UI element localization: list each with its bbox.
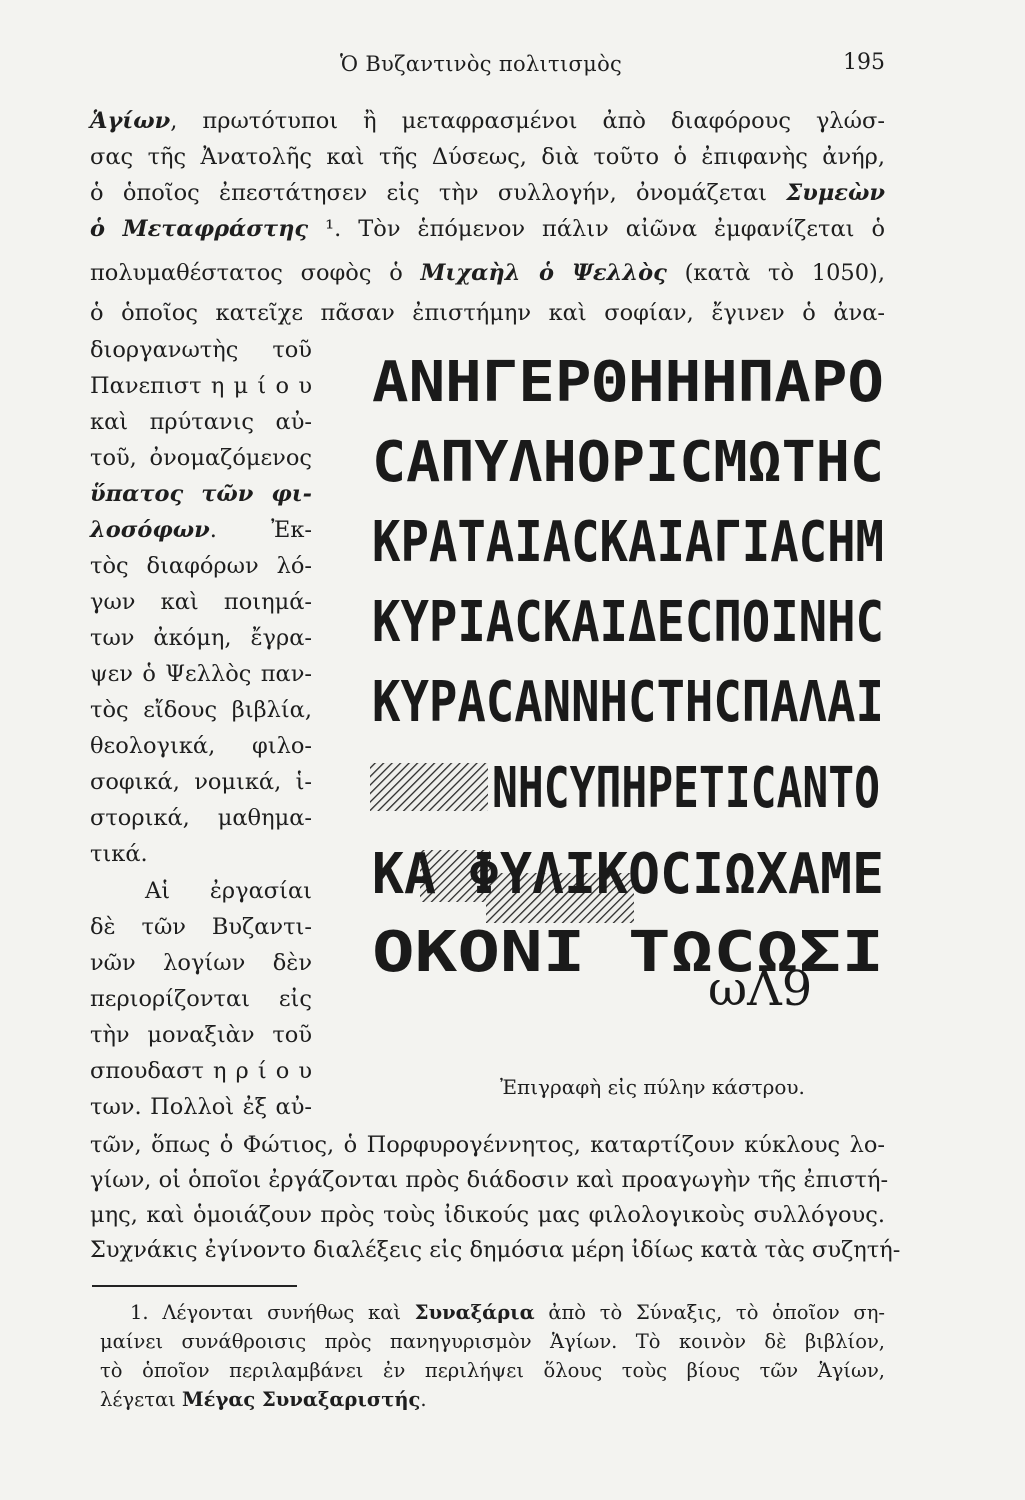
text-line: τοῦ, ὀνομαζόμενος xyxy=(90,445,312,471)
page-number: 195 xyxy=(843,50,885,75)
inscription-line: ΑΝΗΓΕΡΘΗΗΗΠΑΡΟ xyxy=(372,350,884,415)
footnote-line: μαίνει συνάθροισις πρὸς πανηγυρισμὸν Ἁγίων. Τὸ κοινὸν δὲ βιβλίον, xyxy=(100,1330,885,1353)
text-line: περιορίζονται εἰς xyxy=(90,986,312,1012)
inscription-line: ΝΗCΥΠΗΡΕΤΙCΑΝΤΟ xyxy=(492,756,880,821)
text-line: τὸς διαφόρων λό- xyxy=(90,553,312,579)
inscription-line: ΚΡΑΤΑΙΑCΚΑΙΑΓΙΑCΗΜ xyxy=(372,510,884,575)
figure-caption: Ἐπιγραφὴ εἰς πύλην κάστρου. xyxy=(500,1075,805,1099)
text-line: τικά. xyxy=(90,841,148,867)
text-line: ὁ Μεταφράστης ¹. Τὸν ἑπόμενον πάλιν αἰῶνα ἐμφανίζεται ὁ xyxy=(90,216,885,242)
text-line: σοφικά, νομικά, ἱ- xyxy=(90,769,312,795)
text-line: Πανεπιστ η μ ί ο υ xyxy=(90,373,312,399)
text-line: τῶν, ὅπως ὁ Φώτιος, ὁ Πορφυρογέννητος, καταρτίζουν κύκλους λο- xyxy=(90,1132,885,1158)
text-line: ὁ ὁποῖος κατεῖχε πᾶσαν ἐπιστήμην καὶ σοφίαν, ἔγινεν ὁ ἀνα- xyxy=(90,300,885,326)
text-line: σας τῆς Ἀνατολῆς καὶ τῆς Δύσεως, διὰ τοῦτο ὁ ἐπιφανὴς ἀνήρ, xyxy=(90,144,885,170)
text-line: των. Πολλοὶ ἐξ αὐ- xyxy=(90,1094,312,1120)
text-line: ψεν ὁ Ψελλὸς παν- xyxy=(90,661,312,687)
inscription-line: CΑΠΥΛΗΟΡΙCΜΩΤΗC xyxy=(372,430,884,495)
text-line: τὸς εἴδους βιβλία, xyxy=(90,697,312,723)
text-line: θεολογικά, φιλο- xyxy=(90,733,312,759)
inscription-line: ΚΑ ΦΥΛΙΚΟCΙΩΧΑΜΕ xyxy=(372,842,884,907)
text-line: Αἱ ἐργασίαι xyxy=(145,878,312,904)
footnote-line: 1. Λέγονται συνήθως καὶ Συναξάρια ἀπὸ τὸ Σύναξις, τὸ ὁποῖον ση- xyxy=(130,1301,885,1324)
text-line: δὲ τῶν Βυζαντι- xyxy=(90,914,312,940)
text-line: καὶ πρύτανις αὐ- xyxy=(90,409,312,435)
text-line: γίων, οἱ ὁποῖοι ἐργάζονται πρὸς διάδοσιν καὶ προαγωγὴν τῆς ἐπιστή- xyxy=(90,1167,889,1193)
text-line: ὕπατος τῶν φι- xyxy=(90,481,312,507)
text-line: πολυμαθέστατος σοφὸς ὁ Μιχαὴλ ὁ Ψελλὸς (κατὰ τὸ 1050), xyxy=(90,260,885,286)
footnote-line: τὸ ὁποῖον περιλαμβάνει ἐν περιλήψει ὅλους τοὺς βίους τῶν Ἁγίων, xyxy=(100,1359,885,1382)
text-line: γων καὶ ποιημά- xyxy=(90,589,312,615)
text-line: μης, καὶ ὁμοιάζουν πρὸς τοὺς ἰδικούς μας φιλολογικοὺς συλλόγους. xyxy=(90,1202,885,1228)
text-line: Συχνάκις ἐγίνοντο διαλέξεις εἰς δημόσια μέρη ἰδίως κατὰ τὰς συζητή- xyxy=(90,1237,901,1263)
text-line: σπουδαστ η ρ ί ο υ xyxy=(90,1058,312,1084)
inscription-line: ΚΥΡΑCΑΝΝΗCΤΗCΠΑΛΑΙ xyxy=(372,670,884,735)
damaged-area xyxy=(370,763,488,811)
inscription-figure xyxy=(368,345,888,1017)
text-line: των ἀκόμη, ἔγρα- xyxy=(90,625,312,651)
inscription-line: ΟΚΟΝΙ ΤΩCΩΣΙ xyxy=(372,920,884,985)
inscription-line: ωΛ9 xyxy=(708,961,813,1017)
footnote-rule xyxy=(92,1285,297,1287)
text-line: ὁ ὁποῖος ἐπεστάτησεν εἰς τὴν συλλογήν, ὀνομάζεται Συμεὼν xyxy=(90,180,885,206)
text-line: τὴν μοναξιὰν τοῦ xyxy=(90,1022,312,1048)
text-line: στορικά, μαθημα- xyxy=(90,805,312,831)
running-head: Ὁ Βυζαντινὸς πολιτισμὸς xyxy=(340,52,623,76)
text-line: νῶν λογίων δὲν xyxy=(90,950,312,976)
text-line: διοργανωτὴς τοῦ xyxy=(90,337,312,363)
inscription-line: ΚΥΡΙΑCΚΑΙΔΕCΠΟΙΝΗC xyxy=(372,590,884,655)
text-line: Ἁγίων, πρωτότυποι ἢ μεταφρασμένοι ἀπὸ διαφόρους γλώσ- xyxy=(90,108,885,134)
footnote-line: λέγεται Μέγας Συναξαριστής. xyxy=(100,1388,427,1411)
text-line: λοσόφων. Ἐκ- xyxy=(90,517,312,543)
